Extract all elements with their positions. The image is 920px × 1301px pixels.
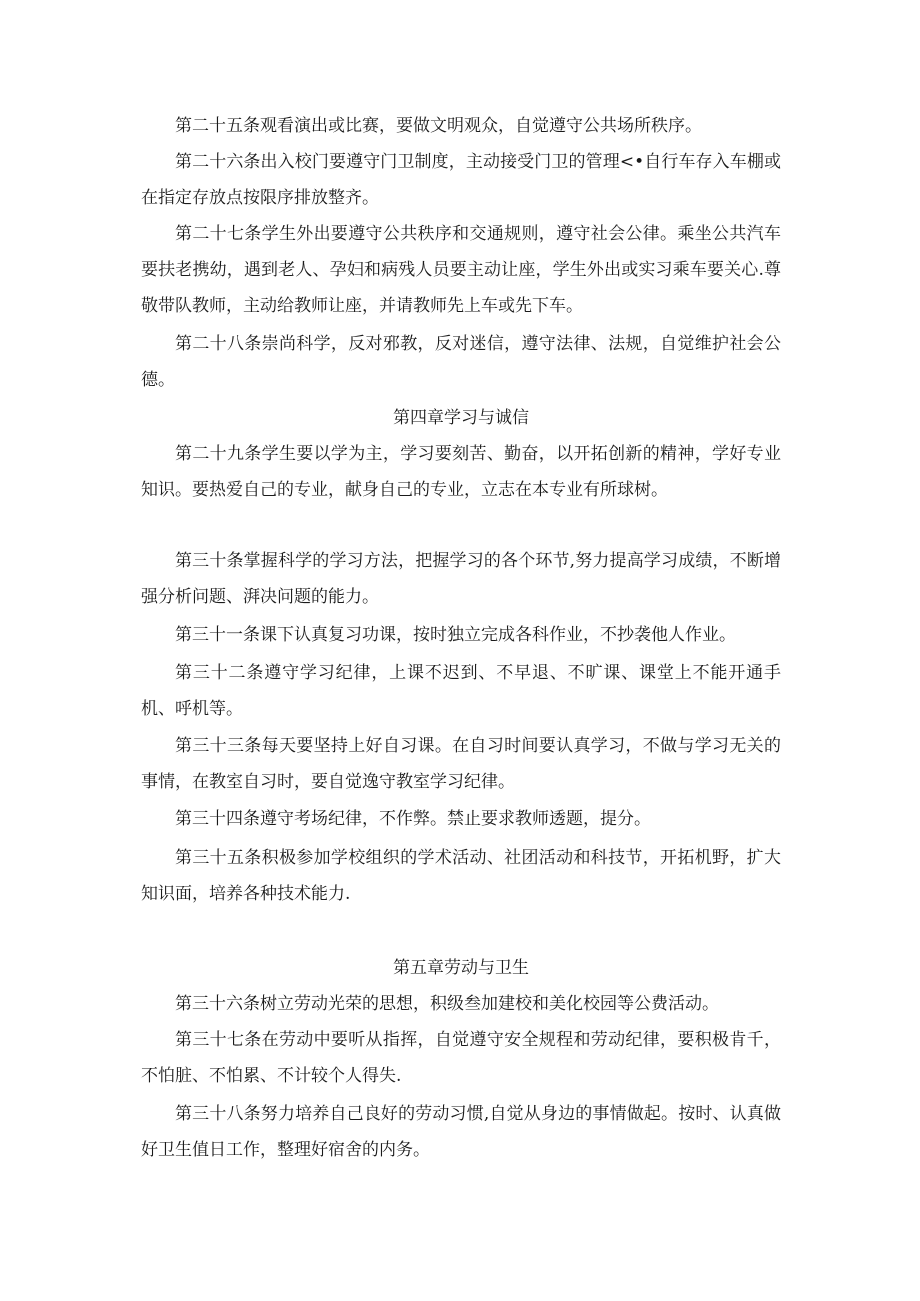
article-28: 第二十八条崇尚科学，反对邪教，反对迷信，遵守法律、法规，自觉维护社会公德。 [141, 334, 781, 390]
article-26: 第二十六条出入校门要遵守门卫制度，主动接受门卫的管理<•自行车存入车棚或在指定存放点按限序排放整齐。 [141, 152, 781, 208]
article-34: 第三十四条遵守考场纪律，不作弊。禁止要求教师透题，提分。 [175, 809, 651, 829]
article-29: 第二十九条学生要以学为主，学习要刻苦、勤奋，以开拓创新的精神，学好专业知识。要热爱自己的专业，献身自己的专业，立志在本专业有所球树。 [141, 444, 781, 500]
chapter-5-heading: 第五章劳动与卫生 [393, 958, 529, 978]
article-36: 第三十六条树立劳动光荣的思想，积级叁加建校和美化校园等公费活动。 [175, 994, 719, 1014]
article-31: 第三十一条课下认真复习功课，按时独立完成各科作业，不抄袭他人作业。 [175, 625, 736, 645]
article-33: 第三十三条每天要坚持上好自习课。在自习时间要认真学习，不做与学习无关的事情，在教室自习时，要自觉逸守教室学习纪律。 [141, 736, 781, 792]
article-32: 第三十二条遵守学习纪律，上课不迟到、不早退、不旷课、课堂上不能开通手机、呼机等。 [141, 663, 781, 719]
chapter-4-heading: 第四章学习与诚信 [393, 408, 529, 428]
article-37: 第三十七条在劳动中要听从指挥，自觉遵守安全规程和劳动纪律，要积极肯千，不怕脏、不怕累、不计较个人得失. [141, 1030, 781, 1086]
article-35: 第三十五条积极参加学校组织的学术活动、社团活动和科技节，开拓机野，扩大知识面，培养各种技术能力. [141, 848, 781, 904]
article-38: 第三十八条努力培养自己良好的劳动习惯,自觉从身边的事情做起。按时、认真做好卫生值日工作，整理好宿舍的内务。 [141, 1104, 781, 1160]
article-25: 第二十五条观看演出或比赛，要做文明观众，自觉遵守公共场所秩序。 [175, 116, 702, 136]
article-27: 第二十七条学生外出要遵守公共秩序和交通规则，遵守社会公律。乘坐公共汽车要扶老携幼，遇到老人、孕妇和病残人员要主动让座，学生外出或实习乘车要关心.尊敬带队教师，主动给教师让座，并请教师先上车或先下车。 [141, 224, 781, 316]
article-30: 第三十条掌握科学的学习方法，把握学习的各个环节,努力提高学习成绩，不断增强分析问题、湃决问题的能力。 [141, 551, 781, 607]
